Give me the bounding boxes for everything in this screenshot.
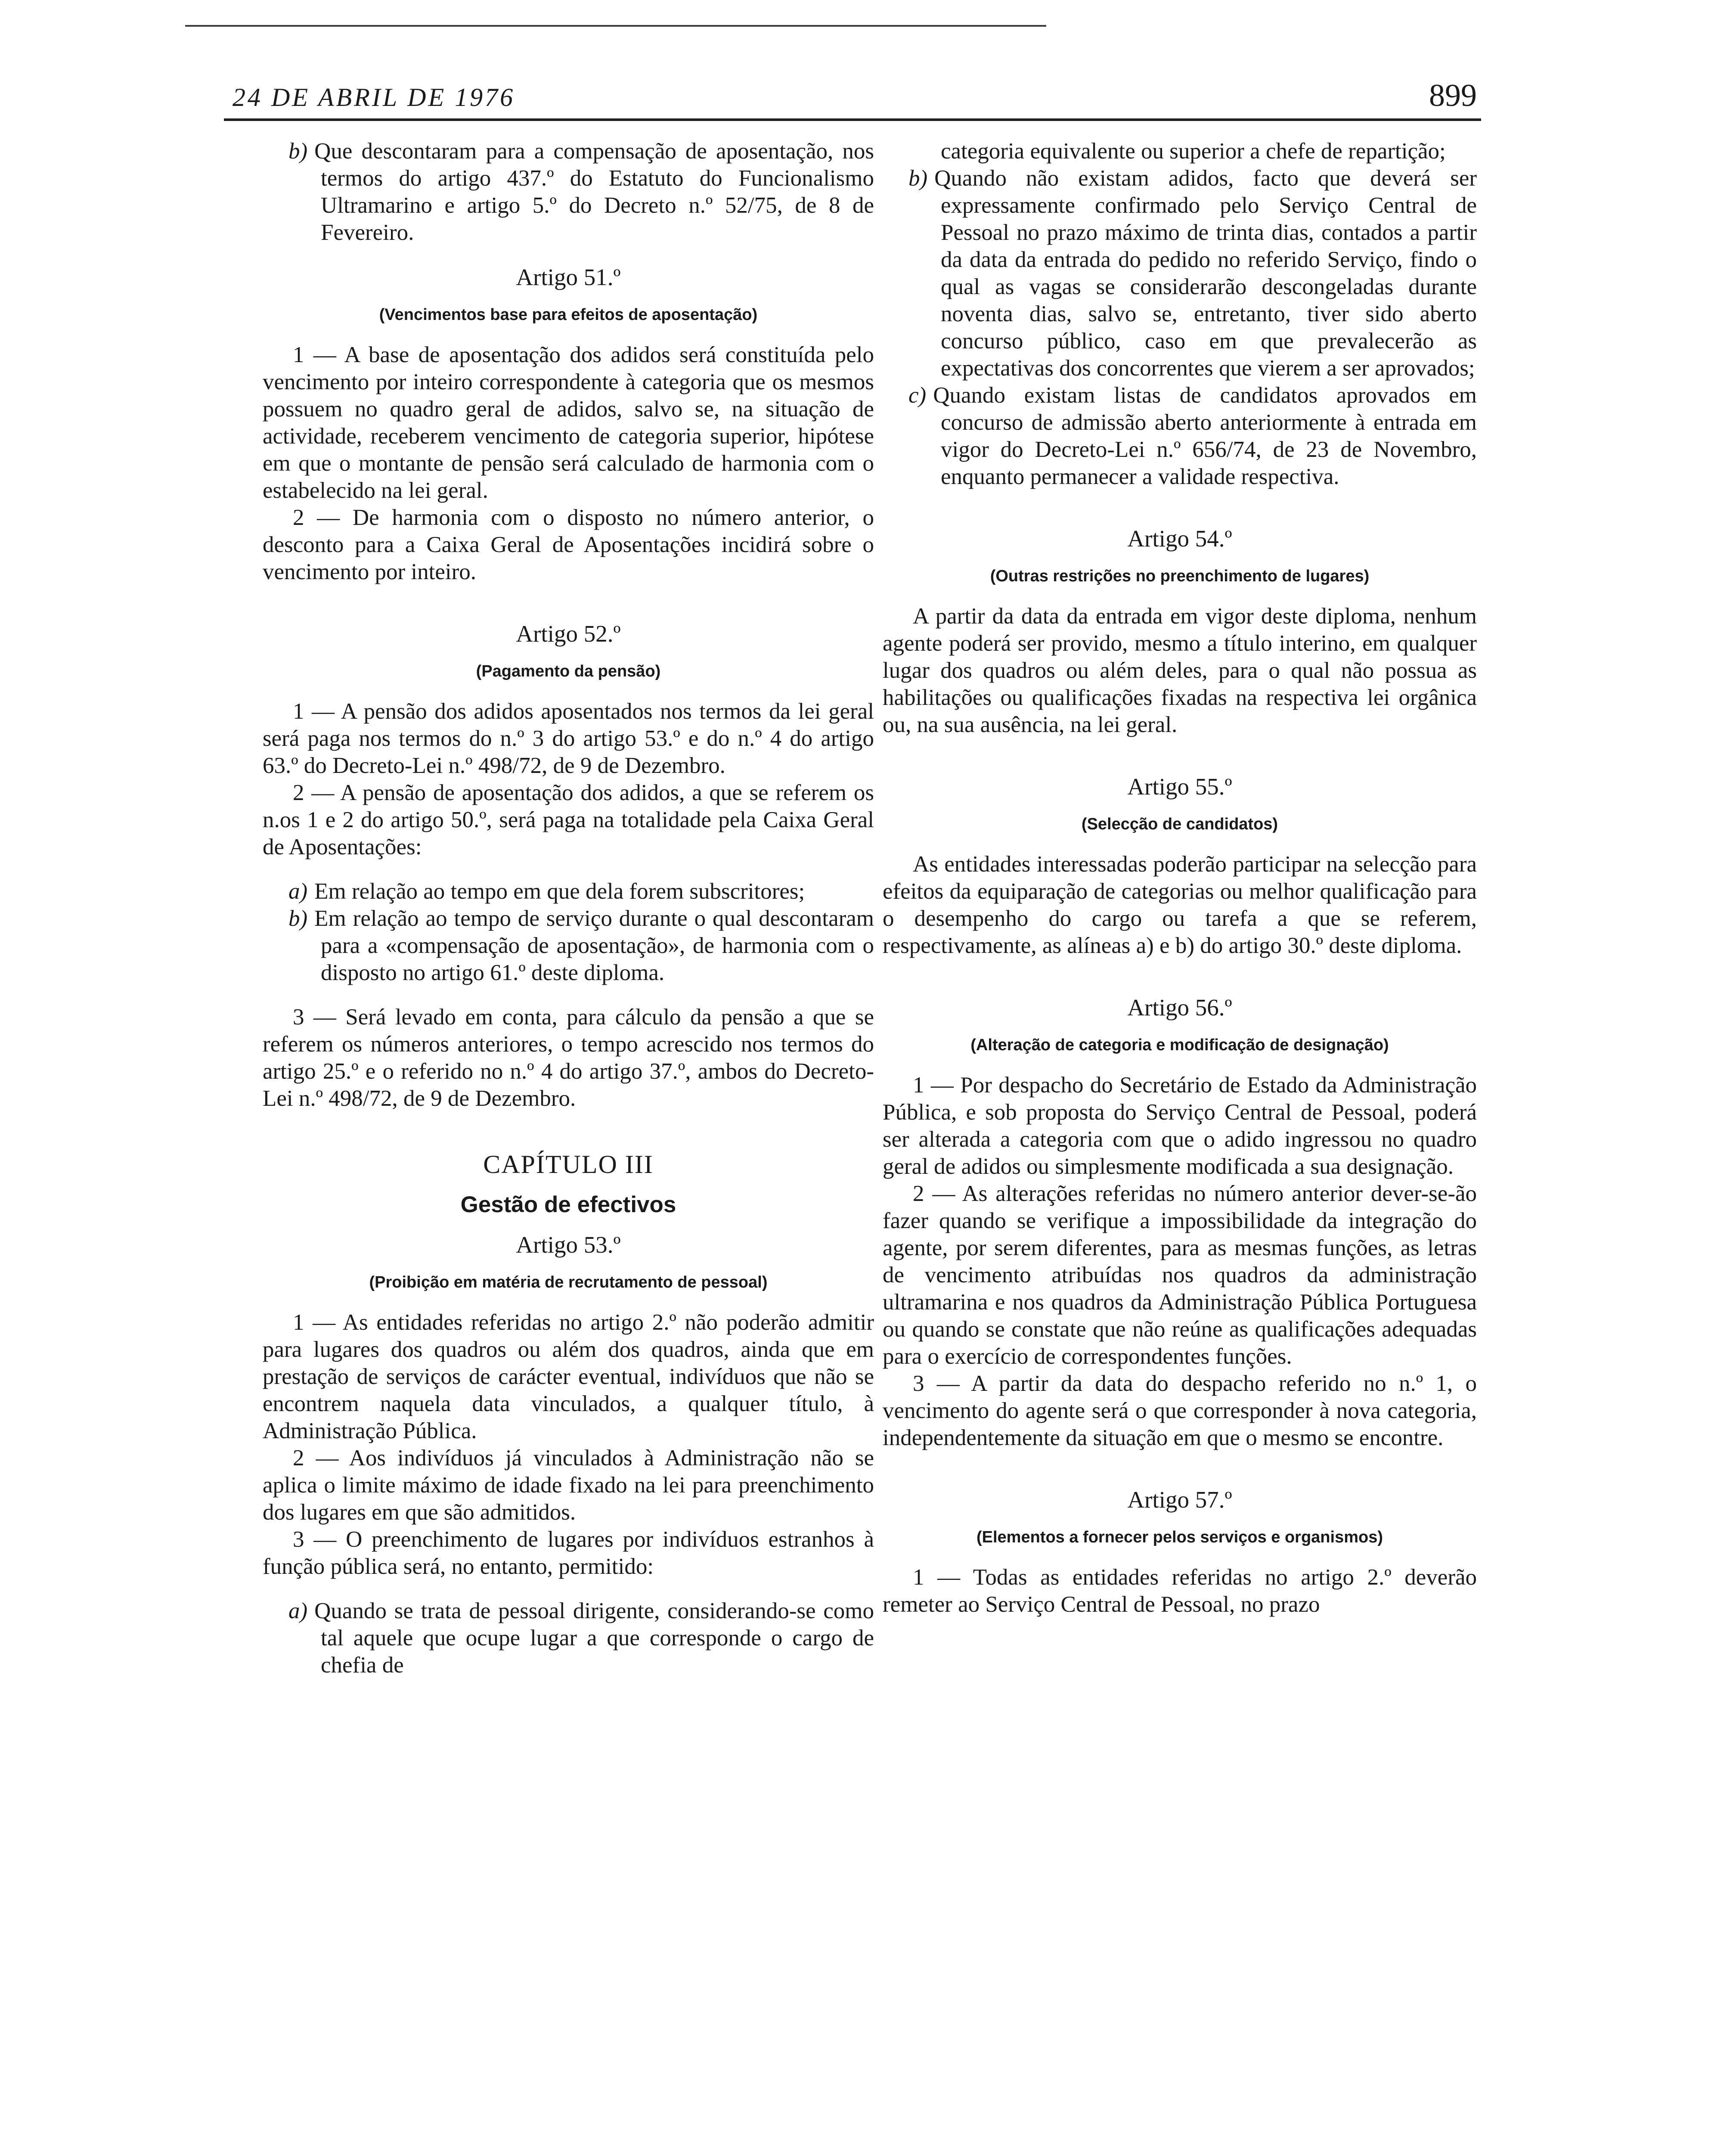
article-54-title: Artigo 54.º: [1127, 525, 1232, 552]
article-54-paragraph-1: A partir da data da entrada em vigor deste diploma, nenhum agente poderá ser provido, mesmo a título interino, em qualquer lugar dos quadros ou além deles, para o qual não possua as habilitações ou qualificações fixadas na respectiva lei orgânica ou, na sua ausência, na lei geral.: [883, 604, 1477, 737]
article-52-paragraph-1: 1 — A pensão dos adidos aposentados nos termos da lei geral será paga nos termos do n.º 3 do artigo 53.º e do n.º 4 do artigo 63.º do Decreto-Lei n.º 498/72, de 9 de Dezembro.: [263, 699, 874, 778]
article-51-title: Artigo 51.º: [516, 264, 621, 290]
article-53-paragraph-1: 1 — As entidades referidas no artigo 2.º não poderão admitir para lugares dos quadros ou além dos quadros, ainda que em prestação de serviços de carácter eventual, indivíduos que não se encontrem naquela data vinculados, a qualquer título, à Administração Pública.: [263, 1310, 874, 1443]
article-57-title: Artigo 57.º: [1127, 1486, 1232, 1513]
chapter-subtitle: Gestão de efectivos: [460, 1192, 676, 1217]
article-57-paragraph-1: 1 — Todas as entidades referidas no artigo 2.º deverão remeter ao Serviço Central de Pessoal, no prazo: [883, 1565, 1477, 1617]
article-51-paragraph-2: 2 — De harmonia com o disposto no número anterior, o desconto para a Caixa Geral de Aposentações incidirá sobre o vencimento por inteiro.: [263, 505, 874, 584]
header-date: 24 DE ABRIL DE 1976: [232, 83, 515, 112]
article-52-item-a: a) Em relação ao tempo em que dela forem subscritores;: [288, 879, 805, 904]
article-51-paragraph-1: 1 — A base de aposentação dos adidos será constituída pelo vencimento por inteiro correspondente à categoria que os mesmos possuem no quadro geral de adidos, salvo se, na situação de actividade, receberem vencimento de categoria superior, hipótese em que o montante de pensão será calculado de harmonia com o estabelecido na lei geral.: [263, 342, 874, 503]
article-53-item-a-continued: categoria equivalente ou superior a chefe de repartição;: [941, 139, 1446, 164]
article-53-subtitle: (Proibição em matéria de recrutamento de pessoal): [369, 1273, 768, 1291]
article-56-paragraph-3: 3 — A partir da data do despacho referido no n.º 1, o vencimento do agente será o que corresponder à nova categoria, independentemente da situação em que o mesmo se encontre.: [883, 1371, 1477, 1450]
article-53-title: Artigo 53.º: [516, 1232, 621, 1258]
article-56-paragraph-1: 1 — Por despacho do Secretário de Estado da Administração Pública, e sob proposta do Serviço Central de Pessoal, poderá ser alterada a categoria com que o adido ingressou no quadro geral de adidos ou simplesmente modificada a sua designação.: [883, 1073, 1477, 1179]
running-header: [224, 78, 1481, 121]
article-56-paragraph-2: 2 — As alterações referidas no número anterior dever-se-ão fazer quando se verifique a impossibilidade da integração do agente, por serem diferentes, para as mesmas funções, as letras de vencimento atribuídas nos quadros da administração ultramarina e nos quadros da Administração Pública Portuguesa ou quando se constate que não reúne as qualificações adequadas para o exercício de correspondentes funções.: [883, 1181, 1477, 1369]
article-53-item-c: c) Quando existam listas de candidatos aprovados em concurso de admissão aberto anteriormente à entrada em vigor do Decreto-Lei n.º 656/74, de 23 de Novembro, enquanto permanecer a validade respectiva.: [908, 383, 1477, 489]
article-52-paragraph-3: 3 — Será levado em conta, para cálculo da pensão a que se referem os números anteriores, o tempo acrescido nos termos do artigo 25.º e o referido no n.º 4 do artigo 37.º, ambos do Decreto-Lei n.º 498/72, de 9 de Dezembro.: [263, 1005, 874, 1111]
right-column: [883, 138, 1477, 1618]
page-number: 899: [1429, 78, 1477, 113]
left-column: [263, 138, 874, 1679]
article-52-title: Artigo 52.º: [516, 620, 621, 647]
article-56-title: Artigo 56.º: [1127, 994, 1232, 1021]
article-52-subtitle: (Pagamento da pensão): [476, 662, 661, 680]
scan-edge-line: [185, 25, 1046, 27]
article-57-subtitle: (Elementos a fornecer pelos serviços e organismos): [976, 1528, 1383, 1546]
article-56-subtitle: (Alteração de categoria e modificação de designação): [970, 1036, 1389, 1054]
chapter-title: CAPÍTULO III: [483, 1150, 654, 1179]
article-55-title: Artigo 55.º: [1127, 773, 1232, 800]
article-55-subtitle: (Selecção de candidatos): [1081, 815, 1278, 833]
list-item-b: b) Que descontaram para a compensação de aposentação, nos termos do artigo 437.º do Estatuto do Funcionalismo Ultramarino e artigo 5.º do Decreto n.º 52/75, de 8 de Fevereiro.: [288, 139, 874, 245]
article-52-paragraph-2: 2 — A pensão de aposentação dos adidos, a que se referem os n.os 1 e 2 do artigo 50.º, será paga na totalidade pela Caixa Geral de Aposentações:: [263, 780, 874, 859]
article-55-paragraph-1: As entidades interessadas poderão participar na selecção para efeitos da equiparação de categorias ou melhor qualificação para o desempenho do cargo ou tarefa a que se referem, respectivamente, as alíneas a) e b) do artigo 30.º deste diploma.: [883, 852, 1477, 958]
article-51-subtitle: (Vencimentos base para efeitos de aposentação): [379, 306, 758, 324]
article-53-item-a: a) Quando se trata de pessoal dirigente, considerando-se como tal aquele que ocupe lugar a que corresponde o cargo de chefia de: [288, 1598, 874, 1678]
article-52-item-b: b) Em relação ao tempo de serviço durante o qual descontaram para a «compensação de aposentação», de harmonia com o disposto no artigo 61.º deste diploma.: [288, 906, 874, 985]
article-53-paragraph-3: 3 — O preenchimento de lugares por indivíduos estranhos à função pública será, no entanto, permitido:: [263, 1527, 874, 1579]
article-53-paragraph-2: 2 — Aos indivíduos já vinculados à Administração não se aplica o limite máximo de idade fixado na lei para preenchimento dos lugares em que são admitidos.: [263, 1446, 874, 1525]
article-53-item-b: b) Quando não existam adidos, facto que deverá ser expressamente confirmado pelo Serviço Central de Pessoal no prazo máximo de trinta dias, contados a partir da data da entrada do pedido no referido Serviço, findo o qual as vagas se considerarão descongeladas durante noventa dias, salvo se, entretanto, tiver sido aberto concurso público, caso em que prevalecerão as expectativas dos concorrentes que vierem a ser aprovados;: [908, 166, 1477, 381]
article-54-subtitle: (Outras restrições no preenchimento de lugares): [990, 567, 1370, 585]
